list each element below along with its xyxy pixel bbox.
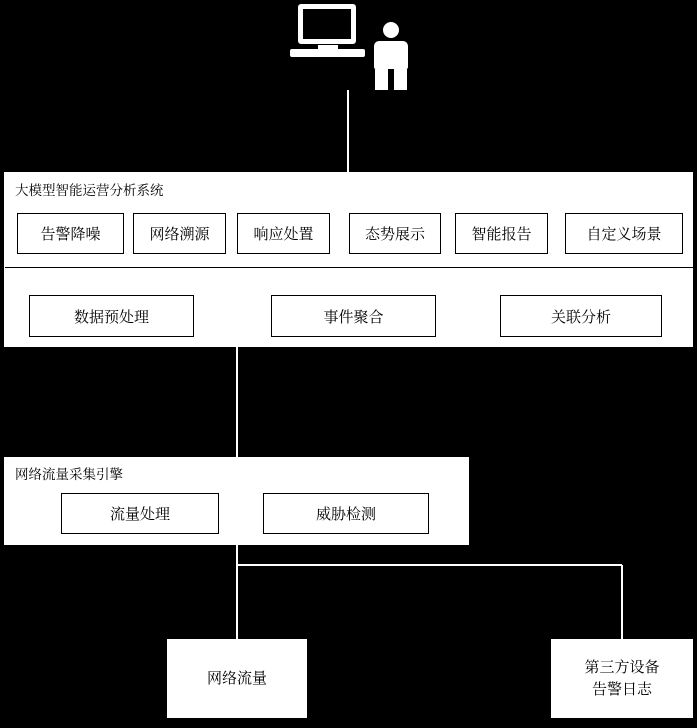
source-box-label-line1: 第三方设备 [584, 658, 660, 676]
source-box-label-line2: 告警日志 [591, 680, 652, 698]
connector-engine-down [236, 545, 238, 639]
feature-box-label: 告警降噪 [40, 226, 101, 243]
pipeline-box-event-aggregation[interactable] [271, 295, 436, 337]
feature-box-label: 网络溯源 [149, 226, 210, 243]
engine-box-traffic-processing[interactable] [61, 493, 219, 534]
pipeline-box-label: 数据预处理 [73, 308, 149, 326]
user-body [374, 41, 408, 69]
pipeline-box-label: 事件聚合 [323, 308, 384, 326]
source-box-third-party-alert-logs[interactable] [551, 639, 693, 718]
engine-box-label: 威胁检测 [315, 506, 376, 523]
pipeline-box-label: 关联分析 [550, 308, 611, 326]
collection-engine-panel [4, 457, 469, 545]
connector-system-to-engine [236, 347, 238, 457]
panel-divider [5, 267, 694, 268]
feature-box-label: 态势展示 [364, 226, 425, 243]
pipeline-box-correlation-analysis[interactable] [500, 295, 662, 337]
engine-box-label: 流量处理 [109, 506, 170, 523]
feature-box-label: 自定义场景 [586, 226, 662, 243]
connector-engine-to-third-party [236, 564, 622, 566]
feature-box-alert-noise-reduction[interactable] [17, 213, 124, 254]
laptop-screen [298, 4, 356, 44]
user-head [383, 22, 399, 38]
analysis-system-panel [4, 172, 693, 347]
connector-third-party-up [621, 565, 623, 639]
feature-box-response-handling[interactable] [237, 213, 330, 254]
actor-group [290, 4, 425, 90]
source-box-label: 网络流量 [206, 669, 267, 687]
user-leg-right [394, 69, 407, 90]
feature-box-custom-scenario[interactable] [565, 213, 683, 254]
laptop-icon [290, 4, 365, 62]
feature-box-label: 智能报告 [471, 226, 532, 243]
pipeline-box-data-preprocessing[interactable] [29, 295, 194, 337]
analysis-system-title: 大模型智能运营分析系统 [15, 183, 164, 198]
connector-actor-to-system [347, 90, 349, 172]
engine-box-threat-detection[interactable] [263, 493, 429, 534]
user-leg-left [375, 69, 388, 90]
feature-box-smart-report[interactable] [455, 213, 548, 254]
source-box-network-traffic[interactable] [167, 639, 307, 718]
feature-box-situation-display[interactable] [349, 213, 441, 254]
user-icon [374, 22, 408, 90]
laptop-base [290, 49, 365, 57]
feature-box-label: 响应处置 [253, 226, 314, 243]
collection-engine-title: 网络流量采集引擎 [15, 467, 123, 482]
feature-box-network-tracing[interactable] [133, 213, 226, 254]
